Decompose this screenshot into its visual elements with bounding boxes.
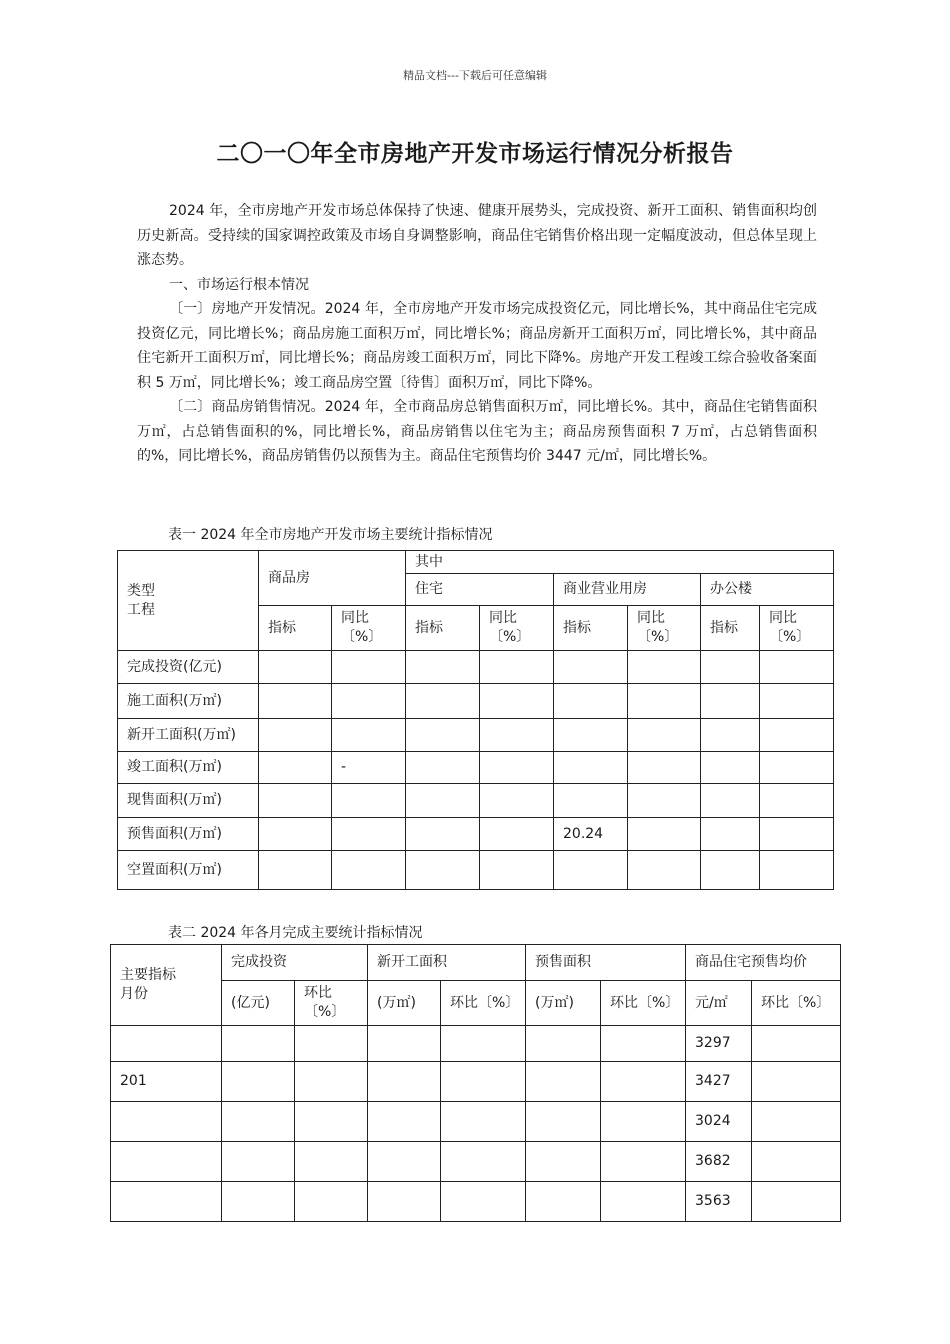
- cell: [752, 1062, 841, 1102]
- report-body: [137, 199, 817, 469]
- cell: [554, 851, 628, 890]
- cell: 3024: [686, 1102, 752, 1142]
- cell: [480, 784, 554, 818]
- cell: [480, 684, 554, 719]
- cell: [259, 752, 332, 784]
- table1-corner: [118, 551, 259, 651]
- cell: [295, 1102, 368, 1142]
- cell: [480, 651, 554, 684]
- table-row: [111, 1062, 841, 1102]
- cell: [628, 818, 701, 851]
- cell: [406, 851, 480, 890]
- unit-presale: (万㎡): [526, 981, 601, 1026]
- sub-index: 指标: [701, 606, 760, 651]
- cell: [701, 784, 760, 818]
- col-price: 商品住宅预售均价: [686, 945, 841, 981]
- cell: [406, 651, 480, 684]
- cell: [222, 1102, 295, 1142]
- cell: [295, 1062, 368, 1102]
- row-label: 竣工面积(万㎡): [118, 752, 259, 784]
- cell: [259, 851, 332, 890]
- table-row: [111, 1102, 841, 1142]
- cell: [760, 818, 834, 851]
- cell: [760, 784, 834, 818]
- table2-caption: 表二 2024 年各月完成主要统计指标情况: [168, 925, 423, 941]
- cell: [760, 752, 834, 784]
- row-label: 预售面积(万㎡): [118, 818, 259, 851]
- row-label: 完成投资(亿元): [118, 651, 259, 684]
- cell: [441, 1062, 526, 1102]
- cell: [526, 1026, 601, 1062]
- cell: [760, 851, 834, 890]
- month-cell: [111, 1102, 222, 1142]
- cell: [332, 684, 406, 719]
- cell: [222, 1062, 295, 1102]
- cell: [332, 651, 406, 684]
- sub-yoy: 同比〔%〕: [332, 606, 406, 651]
- cell: [406, 784, 480, 818]
- development-paragraph: 〔一〕房地产开发情况。2024 年，全市房地产开发市场完成投资亿元，同比增长%，其中商品住宅完成投资亿元，同比增长%；商品房施工面积万㎡，同比增长%；商品房新开工面积万㎡，同比增长%，其中商品住宅新开工面积万㎡，同比增长%；商品房竣工面积万㎡，同比下降%。房地产开发工程竣工综合验收备案面积 5 万㎡，同比增长%；竣工商品房空置〔待售〕面积万㎡，同比下降%。: [137, 301, 817, 391]
- cell: [222, 1026, 295, 1062]
- cell: [628, 752, 701, 784]
- cell: [526, 1062, 601, 1102]
- cell: [332, 784, 406, 818]
- col-office: 办公楼: [701, 574, 834, 606]
- col-business: 商业营业用房: [554, 574, 701, 606]
- row-label: 新开工面积(万㎡): [118, 719, 259, 752]
- table1-caption: 表一 2024 年全市房地产开发市场主要统计指标情况: [168, 527, 493, 543]
- cell: [701, 752, 760, 784]
- cell: [526, 1102, 601, 1142]
- cell: [752, 1142, 841, 1182]
- col-residential: 住宅: [406, 574, 554, 606]
- table-row: [118, 684, 834, 719]
- intro-paragraph: 2024 年，全市房地产开发市场总体保持了快速、健康开展势头，完成投资、新开工面积、销售面积均创历史新高。受持续的国家调控政策及市场自身调整影响，商品住宅销售价格出现一定幅度波动，但总体呈现上涨态势。: [137, 203, 817, 268]
- cell: [332, 818, 406, 851]
- cell: [601, 1102, 686, 1142]
- cell: [701, 851, 760, 890]
- month-cell: [111, 1182, 222, 1222]
- cell: [554, 784, 628, 818]
- cell: [441, 1142, 526, 1182]
- sub-mom: 环比〔%〕: [441, 981, 526, 1026]
- cell: [259, 651, 332, 684]
- cell: [554, 752, 628, 784]
- cell: [368, 1142, 441, 1182]
- cell: [701, 684, 760, 719]
- cell: [554, 719, 628, 752]
- table-row: [118, 719, 834, 752]
- row-label: 施工面积(万㎡): [118, 684, 259, 719]
- cell: [628, 784, 701, 818]
- cell: [295, 1182, 368, 1222]
- col-investment: 完成投资: [222, 945, 368, 981]
- cell: [628, 851, 701, 890]
- cell: [295, 1026, 368, 1062]
- cell: [752, 1182, 841, 1222]
- sub-mom: 环比〔%〕: [601, 981, 686, 1026]
- cell: [441, 1102, 526, 1142]
- cell: [701, 651, 760, 684]
- cell: [480, 818, 554, 851]
- sub-index: 指标: [406, 606, 480, 651]
- cell: [332, 851, 406, 890]
- table1: [117, 550, 834, 890]
- cell: [259, 684, 332, 719]
- cell: [701, 719, 760, 752]
- cell: [259, 719, 332, 752]
- cell: [752, 1102, 841, 1142]
- cell: [526, 1142, 601, 1182]
- unit-price: 元/㎡: [686, 981, 752, 1026]
- cell: [406, 684, 480, 719]
- cell: [222, 1182, 295, 1222]
- col-commercial: 商品房: [259, 551, 406, 606]
- table2: [110, 944, 841, 1222]
- page-title: 二〇一〇年全市房地产开发市场运行情况分析报告: [216, 141, 734, 167]
- cell: [368, 1026, 441, 1062]
- cell: [554, 684, 628, 719]
- sub-mom: 环比〔%〕: [752, 981, 841, 1026]
- sales-paragraph: 〔二〕商品房销售情况。2024 年，全市商品房总销售面积万㎡，同比增长%。其中，商品住宅销售面积万㎡，占总销售面积的%，同比增长%，商品房销售以住宅为主；商品房预售面积 7 万㎡，占总销售面积的%，同比增长%，商品房销售仍以预售为主。商品住宅预售均价 3447 元/㎡，同比增长%。: [137, 399, 817, 464]
- cell: [526, 1182, 601, 1222]
- table2-corner: [111, 945, 222, 1026]
- cell: [554, 651, 628, 684]
- cell: [259, 818, 332, 851]
- cell: [441, 1026, 526, 1062]
- cell: [628, 684, 701, 719]
- cell: [760, 651, 834, 684]
- unit-investment: (亿元): [222, 981, 295, 1026]
- sub-yoy: 同比〔%〕: [480, 606, 554, 651]
- col-new-start: 新开工面积: [368, 945, 526, 981]
- table-row: [118, 784, 834, 818]
- cell: 3427: [686, 1062, 752, 1102]
- cell: [760, 684, 834, 719]
- sub-yoy: 同比〔%〕: [628, 606, 701, 651]
- cell: [628, 719, 701, 752]
- cell: [406, 719, 480, 752]
- corner-top-label: 主要指标: [120, 967, 176, 983]
- table-row: [111, 1142, 841, 1182]
- cell: [601, 1026, 686, 1062]
- cell: [406, 752, 480, 784]
- month-cell: 201: [111, 1062, 222, 1102]
- cell: [480, 851, 554, 890]
- cell: [601, 1062, 686, 1102]
- sub-index: 指标: [554, 606, 628, 651]
- cell: 3563: [686, 1182, 752, 1222]
- cell: [222, 1142, 295, 1182]
- cell: [441, 1182, 526, 1222]
- table-row: [111, 1182, 841, 1222]
- unit-new-start: (万㎡): [368, 981, 441, 1026]
- cell: [480, 719, 554, 752]
- cell: [701, 818, 760, 851]
- month-cell: [111, 1026, 222, 1062]
- cell: [368, 1182, 441, 1222]
- table-row: [118, 651, 834, 684]
- cell: [295, 1142, 368, 1182]
- cell: 20.24: [554, 818, 628, 851]
- cell: [752, 1026, 841, 1062]
- corner-item-label: 工程: [127, 601, 155, 618]
- cell: [760, 719, 834, 752]
- cell: [259, 784, 332, 818]
- cell: 3297: [686, 1026, 752, 1062]
- corner-bottom-label: 月份: [120, 986, 148, 1002]
- header-note: 精品文档---下载后可任意编辑: [403, 69, 547, 82]
- sub-yoy: 同比〔%〕: [760, 606, 834, 651]
- month-cell: [111, 1142, 222, 1182]
- section-heading: 一、市场运行根本情况: [169, 276, 309, 293]
- col-presale: 预售面积: [526, 945, 686, 981]
- table-row: [118, 851, 834, 890]
- corner-type-label: 类型: [127, 582, 155, 599]
- cell: [332, 719, 406, 752]
- cell: 3682: [686, 1142, 752, 1182]
- col-group-among: 其中: [406, 551, 834, 574]
- table-row: [111, 1026, 841, 1062]
- cell: -: [332, 752, 406, 784]
- cell: [368, 1102, 441, 1142]
- table-row: [118, 818, 834, 851]
- sub-mom: 环比〔%〕: [295, 981, 368, 1026]
- row-label: 现售面积(万㎡): [118, 784, 259, 818]
- cell: [601, 1182, 686, 1222]
- cell: [480, 752, 554, 784]
- cell: [368, 1062, 441, 1102]
- cell: [601, 1142, 686, 1182]
- table-row: [118, 752, 834, 784]
- row-label: 空置面积(万㎡): [118, 851, 259, 890]
- cell: [628, 651, 701, 684]
- sub-index: 指标: [259, 606, 332, 651]
- cell: [406, 818, 480, 851]
